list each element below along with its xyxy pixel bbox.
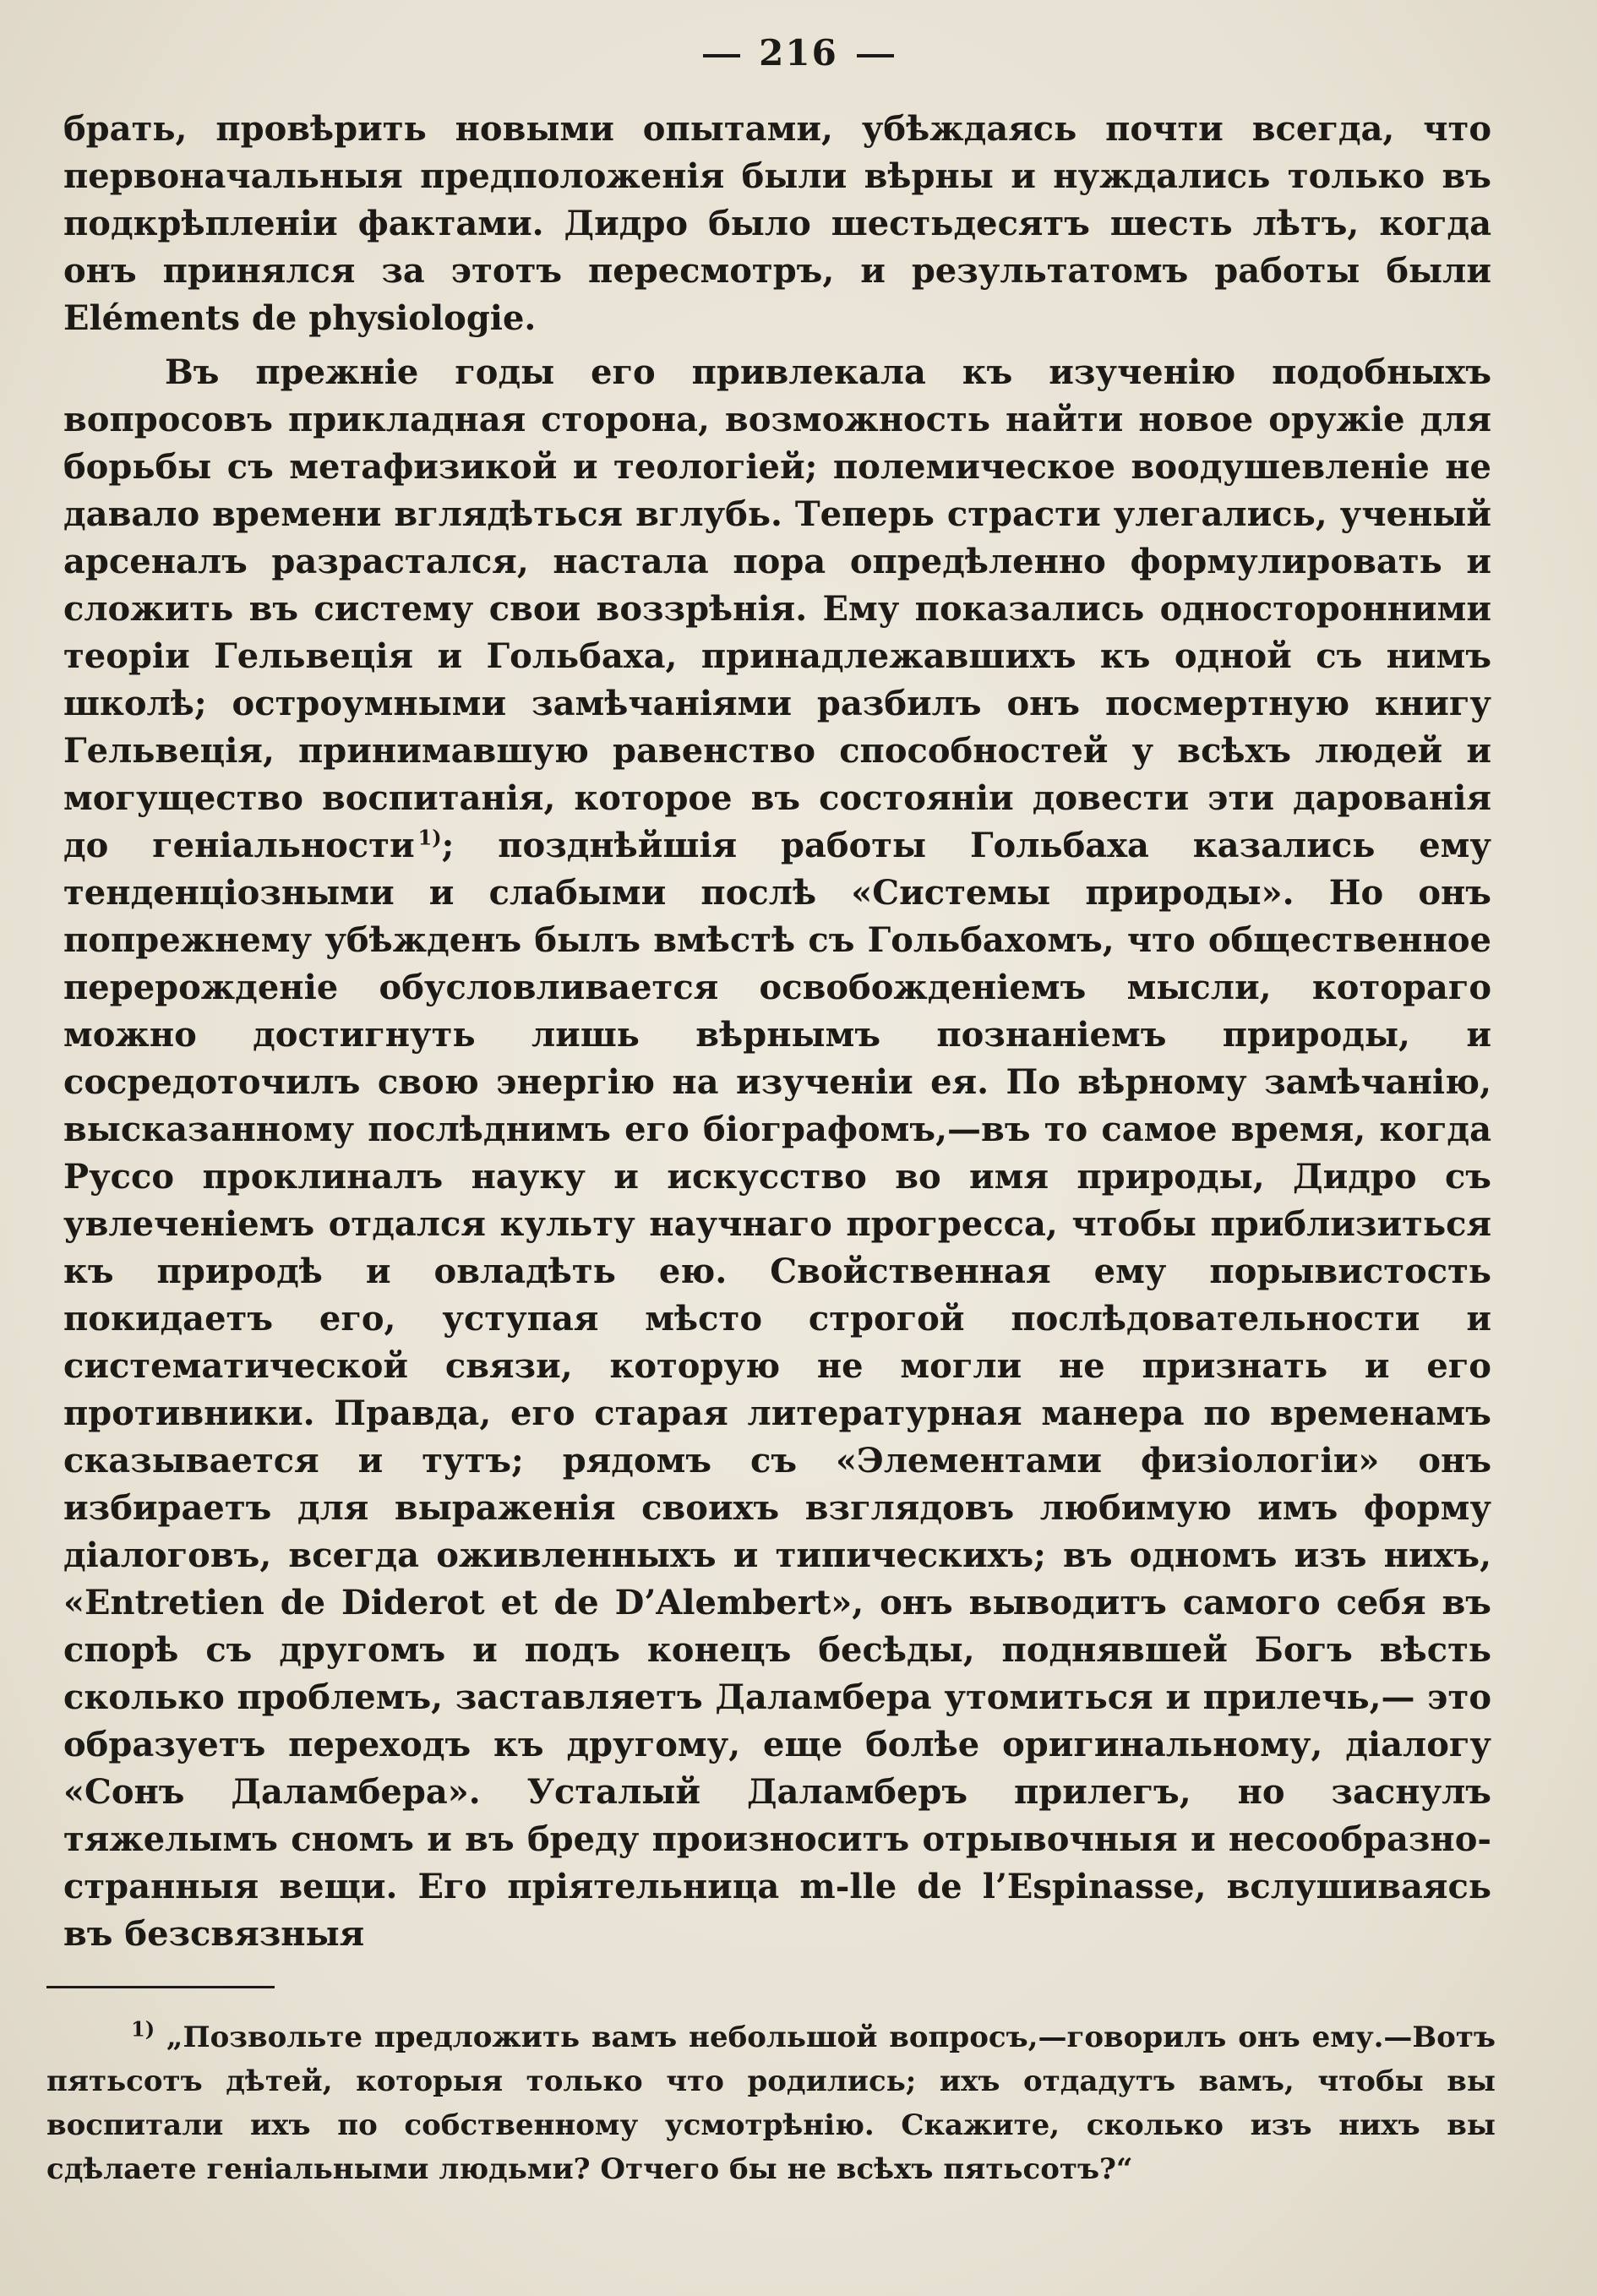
paragraph-text-continued: ; позднѣйшія работы Гольбаха казались ему тенденціозными и слабыми послѣ «Системы природы». Но онъ попрежнему убѣжденъ былъ вмѣстѣ съ Гольбахомъ, что общественное перерожденіе обусловливается освобожденіемъ мысли, котораго можно достигнуть лишь вѣрнымъ познаніемъ природы, и сосредоточилъ свою энергію на изученіи ея. По вѣрному замѣчанію, высказанному послѣднимъ его біографомъ,—въ то самое время, когда Руссо проклиналъ науку и искусство во имя природы, Дидро съ увлеченіемъ отдался культу научнаго прогресса, чтобы приблизиться къ природѣ и овладѣть ею. Свойственная ему порывистость покидаетъ его, уступая мѣсто строгой послѣдовательности и систематической связи, которую не могли не признать и его противники. Правда, его старая литературная манера по временамъ сказывается и тутъ; рядомъ съ «Элементами физіологіи» онъ избираетъ для выраженія своихъ взглядовъ любимую имъ форму діалоговъ, всегда оживленныхъ и типическихъ; въ одномъ изъ нихъ, «Entretien de Diderot et de D’Alembert», онъ выводитъ самого себя въ спорѣ съ другомъ и подъ конецъ бесѣды, поднявшей Богъ вѣсть сколько проблемъ, заставляетъ Даламбера утомиться и прилечь,— это образуетъ переходъ къ другому, еще болѣе оригинальному, діалогу «Сонъ Даламбера». Усталый Даламберъ прилегъ, но заснулъ тяжелымъ сномъ и въ бреду произноситъ отрывочныя и несообразно-странныя вещи. Его пріятельница m-lle de l’Espinasse, вслушиваясь въ безсвязныя	[63, 826, 1491, 1954]
main-text	[63, 106, 1491, 1958]
paragraph-continuation	[63, 106, 1491, 342]
header-dash-right	[857, 54, 894, 57]
footnote-text: „Позвольте предложить вамъ небольшой вопросъ,—говорилъ онъ ему.—Вотъ пятьсотъ дѣтей, которыя только что родились; ихъ отдадутъ вамъ, чтобы вы воспитали ихъ по собственному усмотрѣнію. Скажите, сколько изъ нихъ вы сдѣлаете геніальными людьми? Отчего бы не всѣхъ пятьсотъ?“	[46, 2021, 1496, 2186]
paragraph-text: Въ прежніе годы его привлекала къ изученію подобныхъ вопросовъ прикладная сторона, возможность найти новое оружіе для борьбы съ метафизикой и теологіей; полемическое воодушевленіе не давало времени вглядѣться вглубь. Теперь страсти улегались, ученый арсеналъ разрастался, настала пора опредѣленно формулировать и сложить въ систему свои воззрѣнія. Ему показались односторонними теоріи Гельвеція и Гольбаха, принадлежавшихъ къ одной съ нимъ школѣ; остроумными замѣчаніями разбилъ онъ посмертную книгу Гельвеція, принимавшую равенство способностей у всѣхъ людей и могущество воспитанія, которое въ состояніи довести эти дарованія до геніальности	[63, 352, 1491, 865]
page-number-header	[0, 32, 1597, 74]
header-dash-left	[703, 54, 740, 57]
footnote-divider	[46, 1986, 275, 1988]
paragraph	[63, 349, 1491, 1958]
paragraph-text: брать, провѣрить новыми опытами, убѣждаясь почти всегда, что первоначальныя предположенія были вѣрны и нуждались только въ подкрѣпленіи фактами. Дидро было шестьдесятъ шесть лѣтъ, когда онъ принялся за этотъ пересмотръ, и результатомъ работы были Eléments de physiologie.	[63, 109, 1491, 338]
page-number: 216	[759, 32, 838, 74]
footnote	[46, 2015, 1496, 2191]
footnote-marker: 1)	[131, 2016, 155, 2042]
footnote-reference: 1)	[417, 825, 442, 850]
